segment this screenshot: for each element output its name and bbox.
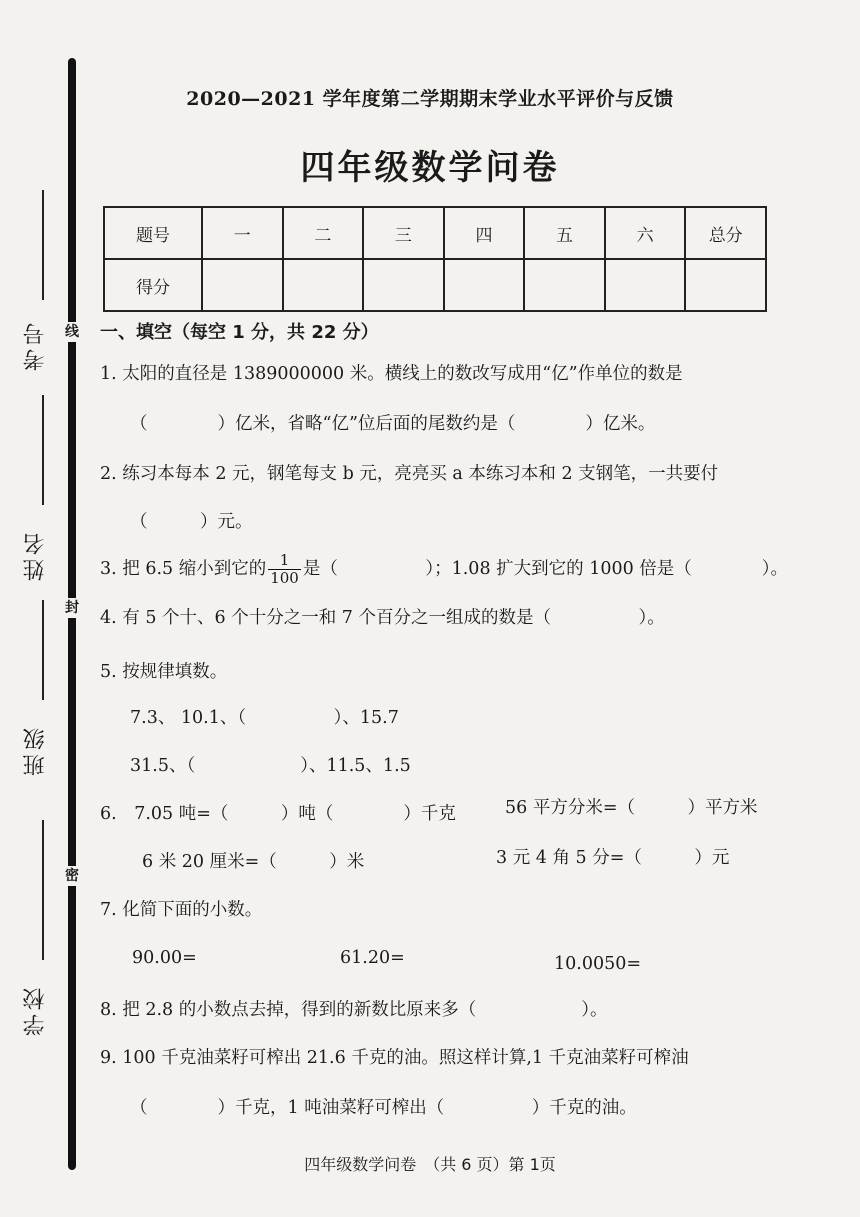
score-cell-header: 六 <box>605 207 686 259</box>
question-6-part-1: 6. 7.05 吨=（ ）吨（ ）千克 <box>100 804 456 824</box>
question-6-part-2: 56 平方分米=（ ）平方米 <box>505 798 758 818</box>
field-label-exam-number: 考号 <box>23 319 48 371</box>
exam-title: 2020—2021 学年度第二学期期末学业水平评价与反馈 <box>186 88 674 110</box>
question-6-part-4: 3 元 4 角 5 分=（ ）元 <box>496 848 730 868</box>
question-7: 7. 化简下面的小数。 <box>100 900 263 920</box>
score-cell-header: 一 <box>202 207 283 259</box>
score-cell-blank[interactable] <box>363 259 444 311</box>
score-cell-blank[interactable] <box>524 259 605 311</box>
question-5-sequence-1: 7.3、 10.1、（ ）、15.7 <box>130 708 399 728</box>
score-cell-header: 总分 <box>685 207 766 259</box>
field-line-school <box>42 820 44 960</box>
score-cell-blank[interactable] <box>605 259 686 311</box>
question-1-line-2: （ ）亿米，省略“亿”位后面的尾数约是（ ）亿米。 <box>130 414 656 434</box>
field-label-name: 姓名 <box>23 529 48 581</box>
binding-word-secret: 密 <box>62 866 82 886</box>
question-4: 4. 有 5 个十、6 个十分之一和 7 个百分之一组成的数是（ ）。 <box>100 608 665 628</box>
question-7-item-c: 10.0050= <box>554 954 642 974</box>
score-table-score-row <box>104 259 766 311</box>
binding-word-seal: 封 <box>62 598 82 618</box>
score-cell-blank[interactable] <box>283 259 364 311</box>
page-footer: 四年级数学问卷 （共 6 页）第 1页 <box>304 1155 556 1174</box>
question-2-line-1: 2. 练习本每本 2 元，钢笔每支 b 元，亮亮买 a 本练习本和 2 支钢笔，一共要付 <box>100 464 719 484</box>
question-5: 5. 按规律填数。 <box>100 662 228 682</box>
score-cell-header: 四 <box>444 207 525 259</box>
score-cell-header: 二 <box>283 207 364 259</box>
score-cell-label: 得分 <box>104 259 202 311</box>
question-3 <box>100 552 820 587</box>
score-table <box>103 206 767 312</box>
field-label-class: 班级 <box>23 724 48 776</box>
score-cell-header: 五 <box>524 207 605 259</box>
fraction-numerator: 1 <box>268 552 301 570</box>
score-cell-blank[interactable] <box>202 259 283 311</box>
question-9-line-2: （ ）千克，1 吨油菜籽可榨出（ ）千克的油。 <box>130 1098 637 1118</box>
question-3-prefix: 3. 把 6.5 缩小到它的 <box>100 559 267 579</box>
section-title: 一、填空（每空 1 分，共 22 分） <box>100 322 379 343</box>
field-line-name <box>42 395 44 505</box>
question-8: 8. 把 2.8 的小数点去掉，得到的新数比原来多（ ）。 <box>100 1000 608 1020</box>
question-6-part-3: 6 米 20 厘米=（ ）米 <box>142 852 365 872</box>
binding-word-line: 线 <box>62 322 82 342</box>
question-9-line-1: 9. 100 千克油菜籽可榨出 21.6 千克的油。照这样计算,1 千克油菜籽可榨油 <box>100 1048 689 1068</box>
fraction-denominator: 100 <box>270 569 299 587</box>
question-2-line-2: （ ）元。 <box>130 512 253 532</box>
question-7-item-a: 90.00= <box>132 948 197 968</box>
question-1-line-1: 1. 太阳的直径是 1389000000 米。横线上的数改写成用“亿”作单位的数是 <box>100 364 683 384</box>
question-3-suffix: 是（ ）；1.08 扩大到它的 1000 倍是（ ）。 <box>302 559 789 579</box>
field-line-class <box>42 600 44 700</box>
field-label-school: 学校 <box>23 984 48 1036</box>
score-table-header-row <box>104 207 766 259</box>
main-title: 四年级数学问卷 <box>300 148 560 188</box>
field-line-exam-number <box>42 190 44 300</box>
score-cell-blank[interactable] <box>685 259 766 311</box>
question-7-item-b: 61.20= <box>340 948 405 968</box>
question-5-sequence-2: 31.5、（ ）、11.5、1.5 <box>130 756 411 776</box>
fraction <box>268 552 301 587</box>
score-cell-blank[interactable] <box>444 259 525 311</box>
score-cell-header: 三 <box>363 207 444 259</box>
score-cell-label: 题号 <box>104 207 202 259</box>
